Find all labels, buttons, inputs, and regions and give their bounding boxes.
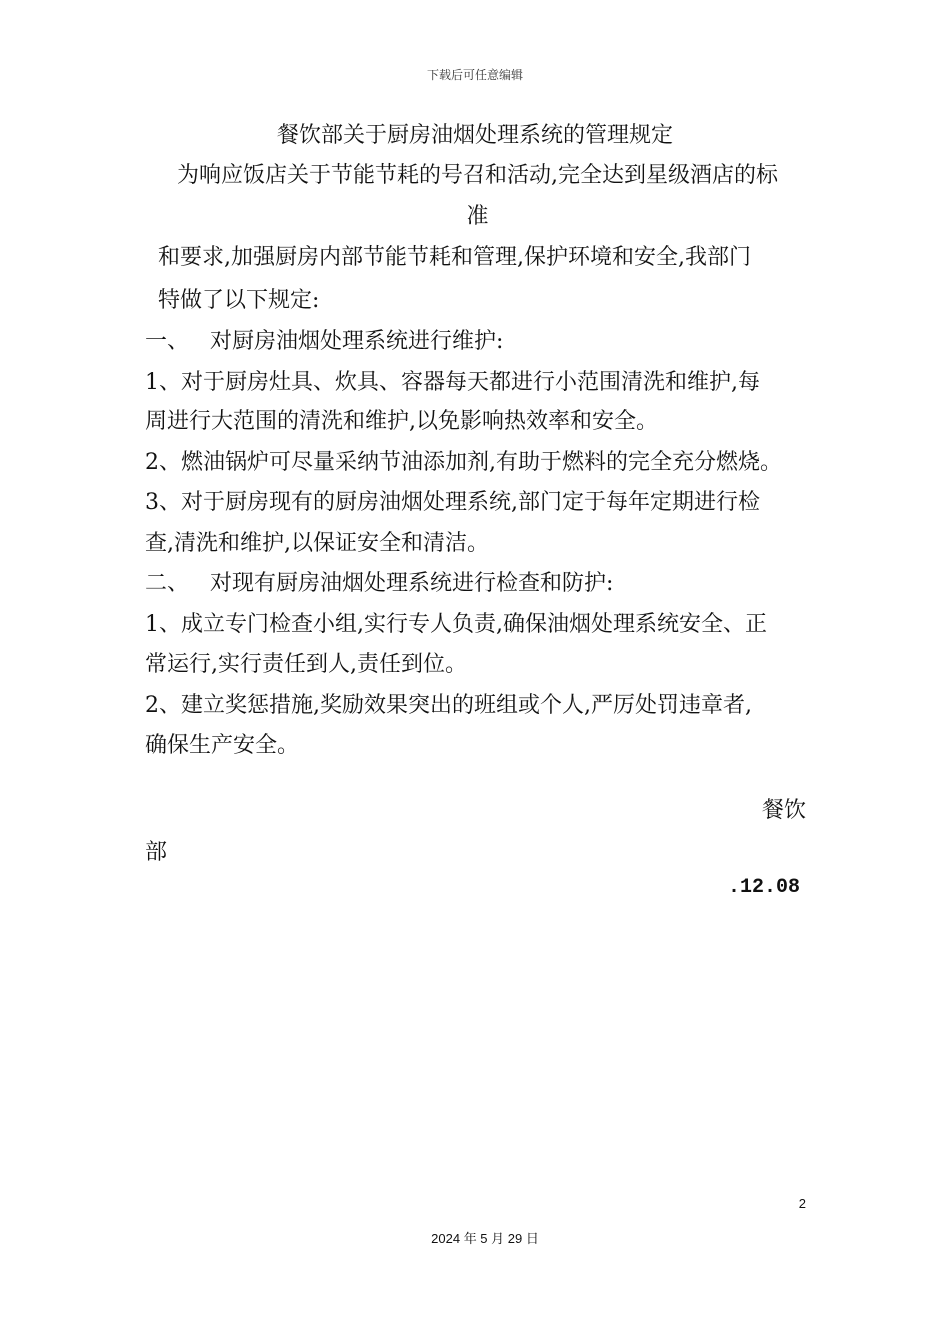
intro-line-4: 特做了以下规定: [158, 288, 320, 313]
intro-line-3: 和要求,加强厨房内部节能节耗和管理,保护环境和安全,我部门 [158, 245, 751, 270]
document-title: 餐饮部关于厨房油烟处理系统的管理规定 [276, 123, 673, 148]
intro-line-1: 为响应饭店关于节能节耗的号召和活动,完全达到星级酒店的标 [177, 163, 778, 188]
page-header-note: 下载后可任意编辑 [426, 68, 523, 82]
item-1-1-line-1: 1、对于厨房灶具、炊具、容器每天都进行小范围清洗和维护,每 [145, 370, 760, 395]
section-1-heading: 一、 对厨房油烟处理系统进行维护: [145, 329, 504, 354]
item-1-1-line-2: 周进行大范围的清洗和维护,以免影响热效率和安全。 [145, 409, 658, 434]
section-2-heading: 二、 对现有厨房油烟处理系统进行检查和防护: [145, 571, 614, 596]
document-date: .12.08 [727, 876, 800, 899]
item-2-1-line-1: 1、成立专门检查小组,实行专人负责,确保油烟处理系统安全、正 [145, 612, 767, 637]
item-1-3-line-1: 3、对于厨房现有的厨房油烟处理系统,部门定于每年定期进行检 [145, 490, 760, 515]
item-2-1-line-2: 常运行,实行责任到人,责任到位。 [145, 652, 467, 677]
signature-department-line-1: 餐饮 [761, 798, 806, 823]
signature-department-line-2: 部 [145, 840, 168, 865]
item-2-2-line-1: 2、建立奖惩措施,奖励效果突出的班组或个人,严厉处罚违章者, [145, 693, 752, 718]
page-number: 2 [798, 1196, 806, 1211]
item-2-2-line-2: 确保生产安全。 [145, 733, 300, 758]
page-footer-date: 2024 年 5 月 29 日 [431, 1231, 539, 1246]
intro-line-2: 准 [466, 204, 489, 229]
item-1-3-line-2: 查,清洗和维护,以保证安全和清洁。 [145, 531, 489, 556]
item-1-2-line-1: 2、燃油锅炉可尽量采纳节油添加剂,有助于燃料的完全充分燃烧。 [145, 450, 782, 475]
